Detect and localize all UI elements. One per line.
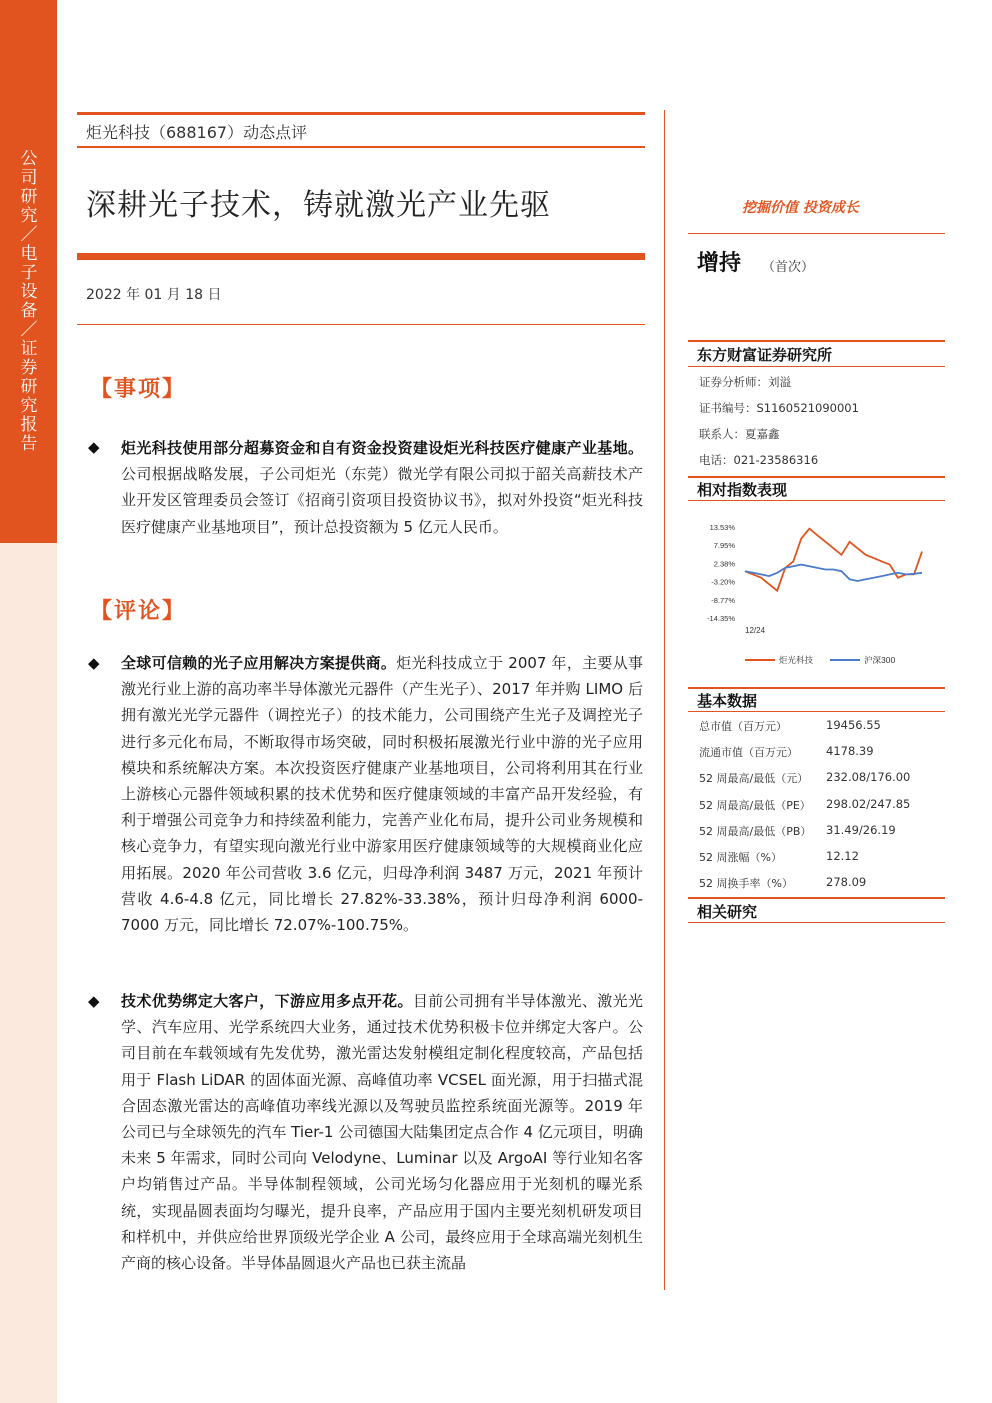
bullet-icon: ◆ xyxy=(88,654,100,672)
series-line-0 xyxy=(745,529,922,591)
column-divider xyxy=(664,110,665,1290)
related-research-heading: 相关研究 xyxy=(697,903,758,921)
report-title: 深耕光子技术，铸就激光产业先驱 xyxy=(86,188,551,223)
cert-number: 证书编号：S1160521090001 xyxy=(699,401,859,415)
right-rule xyxy=(688,500,945,501)
basic-data-heading: 基本数据 xyxy=(697,692,758,710)
series-line-1 xyxy=(745,565,922,581)
analyst: 证券分析师：刘溢 xyxy=(699,375,791,389)
slogan: 挖掘价值 投资成长 xyxy=(742,200,859,216)
paragraph xyxy=(121,650,643,938)
right-rule xyxy=(688,687,945,689)
basic-data-value: 232.08/176.00 xyxy=(826,770,911,785)
y-axis xyxy=(707,523,735,623)
paragraph xyxy=(121,988,643,1276)
right-rule xyxy=(688,897,945,899)
basic-data-label: 52 周最高/最低（PB） xyxy=(699,824,812,838)
basic-data-label: 52 周最高/最低（PE） xyxy=(699,798,811,812)
right-rule xyxy=(688,711,945,712)
contact: 联系人：夏嘉鑫 xyxy=(699,427,780,441)
basic-data-label: 52 周换手率（%） xyxy=(699,877,793,891)
legend xyxy=(745,655,895,665)
y-tick-label: 7.95% xyxy=(713,541,735,551)
bullet-icon: ◆ xyxy=(88,438,100,456)
basic-data-value: 12.12 xyxy=(826,849,859,863)
section-heading-event: 【事项】 xyxy=(90,377,187,402)
title-bar xyxy=(77,253,645,260)
paragraph-body: 炬光科技成立于 2007 年，主要从事激光行业上游的高功率半导体激光元器件（产生光子）、2017 年并购 LIMO 后拥有激光光学元器件（调控光子）的技术能力，公司围绕产生光子及调控光子进行多元化布局，不断取得市场突破，同时积极拓展激光行业中游的光子应用模块和系统解决方案。本次投资医疗健康产业基地项目，公司将利用其在行业上游核心元器件领域积累的技术优势和医疗健康领域的丰富产品开发经验，有利于增强公司竞争力和持续盈利能力，完善产业化布局，提升公司业务规模和核心竞争力，有望实现向激光行业中游家用医疗健康领域等的大规模商业化应用拓展。2020 年公司营收 3.6 亿元，归母净利润 3487 万元，2021 年预计营收 4.6-4.8 亿元，同比增长 27.82%-33.38%，预计归母净利润 6000-7000 万元，同比增长 72.07%-100.75%。 xyxy=(121,654,643,935)
bullet-icon: ◆ xyxy=(88,992,100,1010)
phone: 电话：021-23586316 xyxy=(699,453,819,467)
rating-note: （首次） xyxy=(762,260,815,275)
right-rule xyxy=(688,233,945,234)
legend-label: 炬光科技 xyxy=(779,655,814,665)
y-tick-label: 13.53% xyxy=(709,523,735,532)
right-rule xyxy=(688,340,945,342)
right-rule xyxy=(688,476,945,478)
report-subtitle: 炬光科技（688167）动态点评 xyxy=(86,123,308,142)
x-tick-label: 12/24 xyxy=(745,626,766,635)
institute-name: 东方财富证券研究所 xyxy=(697,346,833,364)
basic-data-value: 19456.55 xyxy=(826,718,881,732)
basic-data-value: 31.49/26.19 xyxy=(826,822,896,837)
header-rule xyxy=(77,146,645,148)
paragraph-body: 公司根据战略发展，子公司炬光（东莞）微光学有限公司拟于韶关高薪技术产业开发区管理委员会签订《招商引资项目投资协议书》，拟对外投资“炬光科技医疗健康产业基地项目”，预计总投资额为 5 亿元人民币。 xyxy=(121,465,643,536)
relative-index-chart xyxy=(690,515,945,675)
paragraph-body: 目前公司拥有半导体激光、激光光学、汽车应用、光学系统四大业务，通过技术优势积极卡位并绑定大客户。公司目前在车载领域有先发优势，激光雷达发射模组定制化程度较高，产品包括用于 Flash LiDAR 的固体面光源、高峰值功率 VCSEL 面光源，用于扫描式混合固态激光雷达的高峰值功率线光源以及驾驶员监控系统面光源等。2019 年公司已与全球领先的汽车 Tier-1 公司德国大陆集团定点合作 4 亿元项目，明确未来 5 年需求，同时公司向 Velodyne、Luminar 以及 ArgoAI 等行业知名客户均销售过产品。半导体制程领域，公司光场匀化器应用于光刻机的曝光系统，实现晶圆表面均匀曝光，提升良率，产品应用于国内主要光刻机研发项目和样机中，并供应给世界顶级光学企业 A 公司，最终应用于全球高端光刻机生产商的核心设备。半导体晶圆退火产品也已获主流晶 xyxy=(121,992,643,1273)
basic-data-value: 278.09 xyxy=(826,875,867,890)
date-rule xyxy=(77,324,645,325)
paragraph xyxy=(121,435,643,540)
basic-data-label: 52 周涨幅（%） xyxy=(699,851,782,864)
paragraph-lead: 技术优势绑定大客户，下游应用多点开花。 xyxy=(121,992,413,1010)
right-rule xyxy=(688,366,945,367)
legend-label: 沪深300 xyxy=(864,655,896,665)
basic-data-label: 52 周最高/最低（元） xyxy=(699,772,809,786)
report-date: 2022 年 01 月 18 日 xyxy=(86,287,222,303)
section-heading-comment: 【评论】 xyxy=(90,599,187,624)
basic-data-label: 总市值（百万元） xyxy=(699,720,787,733)
index-heading: 相对指数表现 xyxy=(697,481,788,499)
basic-data-value: 298.02/247.85 xyxy=(826,796,911,811)
y-tick-label: 2.38% xyxy=(713,559,735,569)
y-tick-label: -8.77% xyxy=(711,595,735,605)
y-tick-label: -14.35% xyxy=(707,614,735,623)
rating: 增持 xyxy=(697,251,742,276)
right-rule xyxy=(688,922,945,923)
basic-data-label: 流通市值（百万元） xyxy=(699,746,798,760)
series-group xyxy=(745,529,922,591)
y-tick-label: -3.20% xyxy=(711,577,735,587)
basic-data-value: 4178.39 xyxy=(826,744,874,759)
paragraph-lead: 炬光科技使用部分超募资金和自有资金投资建设炬光科技医疗健康产业基地。 xyxy=(121,439,643,457)
sidebar-label: 公 司 研 究 ／ 电 子 设 备 ／ 证 券 研 究 报 告 xyxy=(20,149,38,454)
paragraph-lead: 全球可信赖的光子应用解决方案提供商。 xyxy=(121,654,397,672)
header-rule xyxy=(77,112,645,115)
